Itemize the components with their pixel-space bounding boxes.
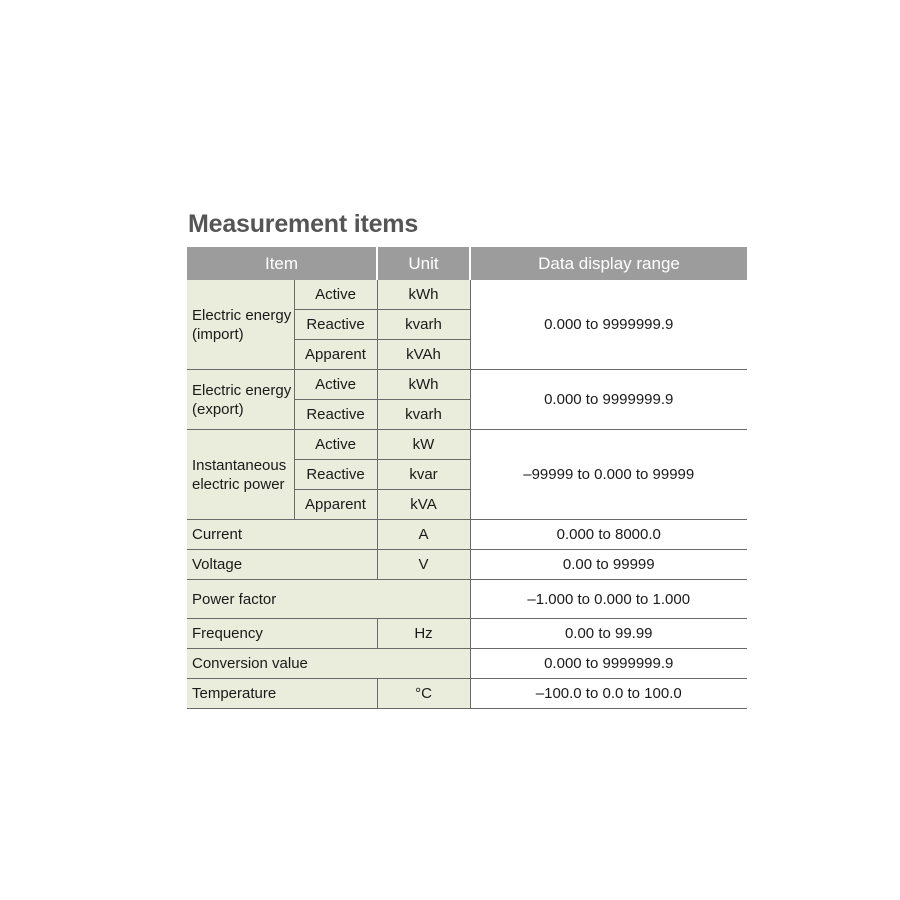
- header-unit: Unit: [377, 247, 470, 280]
- unit-cell: Hz: [377, 619, 470, 649]
- group-label-line: Electric energy: [192, 306, 292, 324]
- table-row: [187, 580, 747, 619]
- item-cell: Current: [187, 520, 377, 550]
- range-cell: –1.000 to 0.000 to 1.000: [470, 580, 747, 619]
- unit-cell: kvarh: [377, 310, 470, 340]
- table-row: [187, 280, 747, 310]
- item-cell: Frequency: [187, 619, 377, 649]
- group-label-line: electric power: [192, 475, 285, 493]
- item-cell: Power factor: [187, 580, 470, 619]
- unit-cell: kvarh: [377, 400, 470, 430]
- subitem-cell: Active: [294, 370, 377, 400]
- measurement-items-table: [187, 247, 747, 709]
- item-cell: Voltage: [187, 550, 377, 580]
- range-cell: –100.0 to 0.0 to 100.0: [470, 679, 747, 709]
- table-row: [187, 619, 747, 649]
- header-range: Data display range: [470, 247, 747, 280]
- range-cell: 0.000 to 9999999.9: [470, 370, 747, 430]
- group-label-line: (import): [192, 325, 244, 343]
- table-row: [187, 520, 747, 550]
- unit-cell: kWh: [377, 370, 470, 400]
- unit-cell: kWh: [377, 280, 470, 310]
- group-label-line: Electric energy: [192, 381, 292, 399]
- page-title: Measurement items: [188, 210, 419, 238]
- table-row: [187, 430, 747, 460]
- item-cell: Temperature: [187, 679, 377, 709]
- table-row: [187, 679, 747, 709]
- subitem-cell: Apparent: [294, 340, 377, 370]
- subitem-cell: Active: [294, 430, 377, 460]
- group-label-line: Instantaneous: [192, 456, 287, 474]
- subitem-cell: Reactive: [294, 400, 377, 430]
- group-label-instantaneous-power: [187, 430, 294, 520]
- range-cell: 0.00 to 99999: [470, 550, 747, 580]
- range-cell: 0.000 to 9999999.9: [470, 280, 747, 370]
- unit-cell: kW: [377, 430, 470, 460]
- unit-cell: kVA: [377, 490, 470, 520]
- range-cell: 0.000 to 9999999.9: [470, 649, 747, 679]
- table-row: [187, 370, 747, 400]
- table-row: [187, 550, 747, 580]
- subitem-cell: Apparent: [294, 490, 377, 520]
- unit-cell: °C: [377, 679, 470, 709]
- range-cell: 0.00 to 99.99: [470, 619, 747, 649]
- table-row: [187, 649, 747, 679]
- group-label-line: (export): [192, 400, 244, 418]
- item-cell: Conversion value: [187, 649, 470, 679]
- range-cell: –99999 to 0.000 to 99999: [470, 430, 747, 520]
- unit-cell: V: [377, 550, 470, 580]
- subitem-cell: Reactive: [294, 460, 377, 490]
- unit-cell: A: [377, 520, 470, 550]
- range-cell: 0.000 to 8000.0: [470, 520, 747, 550]
- unit-cell: kvar: [377, 460, 470, 490]
- subitem-cell: Active: [294, 280, 377, 310]
- header-item: Item: [187, 247, 377, 280]
- group-label-energy-export: [187, 370, 294, 430]
- subitem-cell: Reactive: [294, 310, 377, 340]
- group-label-energy-import: [187, 280, 294, 370]
- unit-cell: kVAh: [377, 340, 470, 370]
- header-row: [187, 247, 747, 280]
